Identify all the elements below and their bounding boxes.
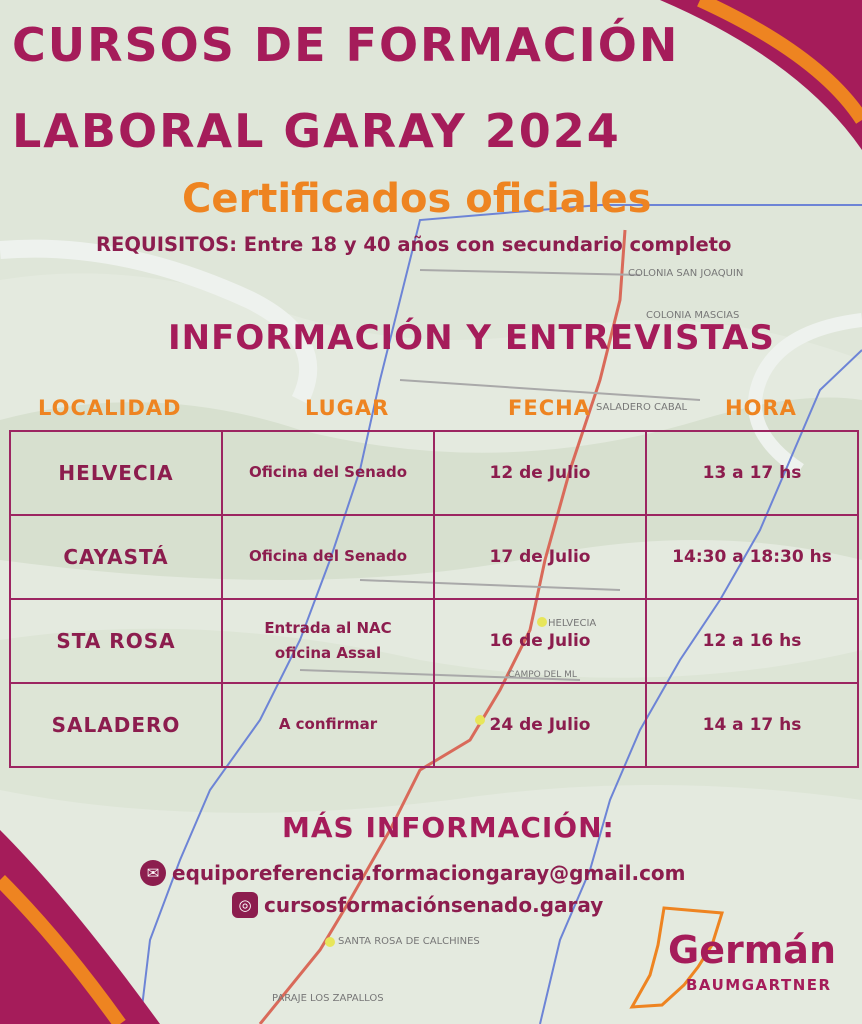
map-label: COLONIA SAN JOAQUIN [628,268,744,279]
cell-hora: 13 a 17 hs [646,431,858,515]
cell-fecha: 24 de Julio [434,683,646,767]
cell-localidad: CAYASTÁ [10,515,222,599]
cell-fecha: 17 de Julio [434,515,646,599]
map-label: SALADERO CABAL [596,402,688,413]
header-lugar: LUGAR [305,396,390,420]
table-row [10,515,858,599]
lugar-text: Entrada al NAC [264,618,392,637]
cell-lugar [222,683,434,767]
cell-lugar [222,599,434,683]
cell-hora: 14 a 17 hs [646,683,858,767]
header-fecha: FECHA [508,396,591,420]
map-label: CAMPO DEL ML [508,670,577,680]
title-line-2: LABORAL GARAY 2024 [12,104,621,158]
table-row [10,431,858,515]
cell-lugar [222,515,434,599]
cell-localidad: STA ROSA [10,599,222,683]
email-contact[interactable] [140,860,686,886]
more-info-heading: MÁS INFORMACIÓN: [282,811,615,844]
instagram-text[interactable]: cursosformaciónsenado.garay [264,893,604,917]
logo-name: Germán [668,928,836,972]
subtitle: Certificados oficiales [182,176,652,222]
requirements: REQUISITOS: Entre 18 y 40 años con secundario completo [96,233,732,256]
lugar-text: Oficina del Senado [248,547,408,566]
map-label: SANTA ROSA DE CALCHINES [338,936,480,947]
lugar-text: Oficina del Senado [248,463,408,482]
cell-fecha: 16 de Julio [434,599,646,683]
map-label: PARAJE LOS ZAPALLOS [272,993,384,1004]
lugar-text-2: oficina Assal [274,644,382,662]
email-icon: ✉ [140,860,166,886]
cell-hora: 12 a 16 hs [646,599,858,683]
instagram-contact[interactable] [232,892,603,918]
header-localidad: LOCALIDAD [38,396,182,420]
header-hora: HORA [725,396,797,420]
logo-surname: BAUMGARTNER [686,976,832,994]
title-line-1: CURSOS DE FORMACIÓN [12,18,680,72]
lugar-text: A confirmar [278,715,378,734]
table-row [10,599,858,683]
cell-lugar [222,431,434,515]
email-text[interactable]: equiporeferencia.formaciongaray@gmail.com [172,861,686,885]
cell-localidad: HELVECIA [10,431,222,515]
cell-localidad: SALADERO [10,683,222,767]
cell-hora: 14:30 a 18:30 hs [646,515,858,599]
cell-fecha: 12 de Julio [434,431,646,515]
instagram-icon: ◎ [232,892,258,918]
map-label: HELVECIA [548,618,597,629]
info-heading: INFORMACIÓN Y ENTREVISTAS [168,318,775,358]
table-row [10,683,858,767]
schedule-table [9,430,859,768]
map-label: COLONIA MASCIAS [646,310,740,321]
